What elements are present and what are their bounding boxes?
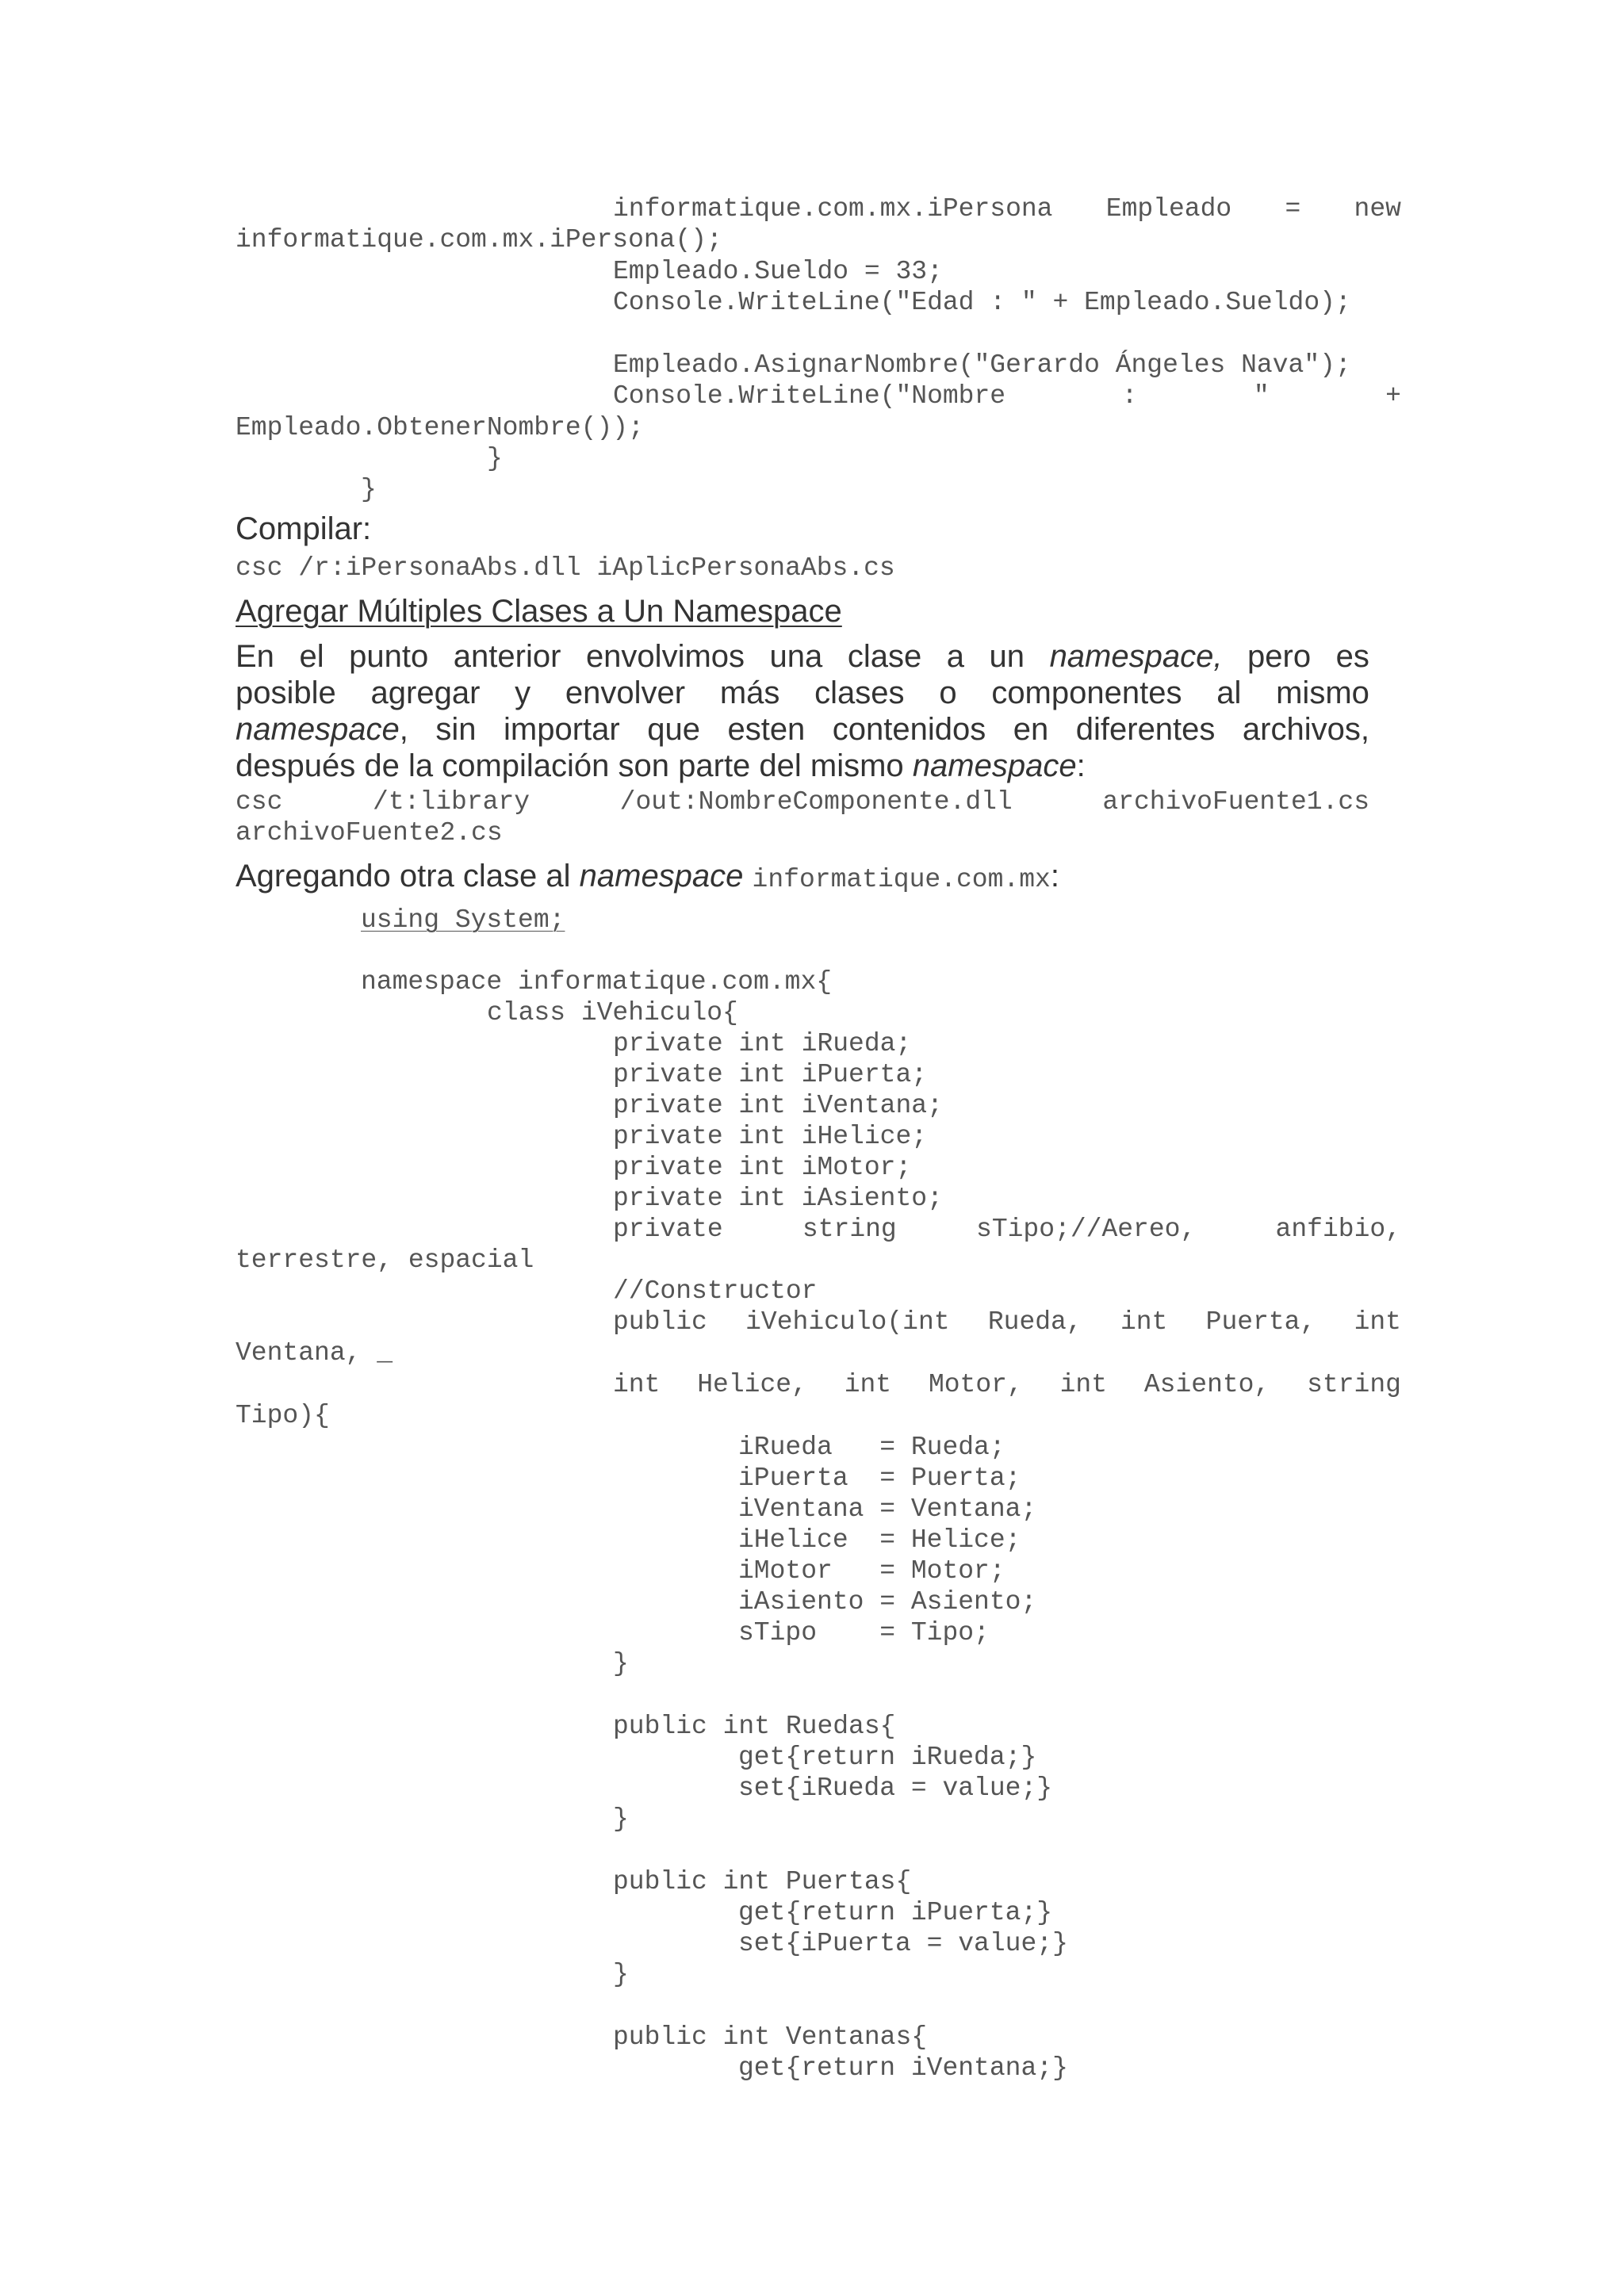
namespace-term: namespace (236, 712, 400, 747)
code-line (236, 381, 1401, 411)
code-token: Console.WriteLine("Nombre (613, 381, 1006, 411)
code-line: iVentana = Ventana; (738, 1494, 1037, 1524)
code-line: Console.WriteLine("Edad : " + Empleado.Sueldo); (613, 288, 1351, 317)
code-token: : (1121, 381, 1138, 411)
code-line: private int iHelice; (613, 1122, 928, 1151)
code-line: terrestre, espacial (236, 1246, 534, 1275)
code-line: Tipo){ (236, 1401, 330, 1430)
code-line: private int iPuerta; (613, 1060, 928, 1089)
code-line: public int Puertas{ (613, 1867, 912, 1896)
paragraph-line: posible agregar y envolver más clases o componentes al mismo (236, 675, 1369, 710)
code-line: } (613, 1804, 629, 1834)
code-line: public int Ventanas{ (613, 2022, 928, 2052)
paragraph-line: En el punto anterior envolvimos una clase a un namespace, pero es (236, 639, 1369, 674)
code-token: new (1354, 194, 1401, 224)
code-line: Empleado.Sueldo = 33; (613, 257, 943, 286)
code-line: Empleado.ObtenerNombre()); (236, 413, 644, 442)
code-line: int Helice, int Motor, int Asiento, string (613, 1370, 1401, 1399)
paragraph-line: después de la compilación son parte del mismo namespace: (236, 748, 1086, 783)
code-line: class iVehiculo{ (487, 998, 738, 1027)
section-heading: Agregar Múltiples Clases a Un Namespace (236, 594, 842, 629)
code-line: public int Ruedas{ (613, 1712, 896, 1741)
compile-command: csc /r:iPersonaAbs.dll iAplicPersonaAbs.cs (236, 553, 895, 583)
adding-class-line: Agregando otra clase al namespace informatique.com.mx: (236, 859, 1059, 894)
compile-heading: Compilar: (236, 511, 372, 546)
code-line: iHelice = Helice; (738, 1525, 1021, 1555)
paragraph-line: namespace, sin importar que esten contenidos en diferentes archivos, (236, 712, 1369, 747)
code-token: " (1253, 381, 1270, 411)
code-line: get{return iRueda;} (738, 1743, 1037, 1772)
code-line: private int iMotor; (613, 1153, 912, 1182)
code-line: } (613, 1649, 629, 1678)
code-token: = (1285, 194, 1301, 224)
namespace-term: namespace, (1049, 639, 1223, 674)
code-line: get{return iPuerta;} (738, 1898, 1053, 1927)
code-line: using System; (361, 905, 565, 935)
code-line: iRueda = Rueda; (738, 1433, 1005, 1462)
code-line: Empleado.AsignarNombre("Gerardo Ángeles Nava"); (613, 350, 1351, 380)
code-line: informatique.com.mx.iPersona(); (236, 225, 722, 254)
code-line: private string sTipo;//Aereo, anfibio, (613, 1215, 1401, 1244)
code-line: Ventana, _ (236, 1338, 393, 1368)
code-line: public iVehiculo(int Rueda, int Puerta, int (613, 1307, 1401, 1337)
code-token: + (1385, 381, 1401, 411)
code-token: Empleado (1105, 194, 1232, 224)
build-command: csc /t:library /out:NombreComponente.dll archivoFuente1.cs (236, 787, 1369, 817)
code-line: } (613, 1960, 629, 1989)
code-line: get{return iVentana;} (738, 2053, 1068, 2083)
code-line: //Constructor (613, 1276, 818, 1306)
code-line: iAsiento = Asiento; (738, 1587, 1037, 1617)
code-line: private int iRueda; (613, 1029, 912, 1058)
code-line: private int iVentana; (613, 1091, 943, 1120)
code-line: } (487, 444, 503, 473)
namespace-term: namespace (912, 748, 1077, 783)
code-line: iMotor = Motor; (738, 1556, 1005, 1586)
namespace-code: informatique.com.mx (752, 865, 1051, 894)
code-line: } (361, 475, 377, 504)
code-line: set{iPuerta = value;} (738, 1929, 1068, 1958)
code-line: iPuerta = Puerta; (738, 1464, 1021, 1493)
build-command-continued: archivoFuente2.cs (236, 818, 503, 848)
code-line: sTipo = Tipo; (738, 1618, 990, 1647)
code-line: private int iAsiento; (613, 1184, 943, 1213)
code-token: informatique.com.mx.iPersona (613, 194, 1053, 224)
code-line (236, 193, 1401, 224)
code-line: set{iRueda = value;} (738, 1774, 1053, 1803)
namespace-term: namespace (579, 859, 744, 894)
code-line: namespace informatique.com.mx{ (361, 967, 833, 997)
